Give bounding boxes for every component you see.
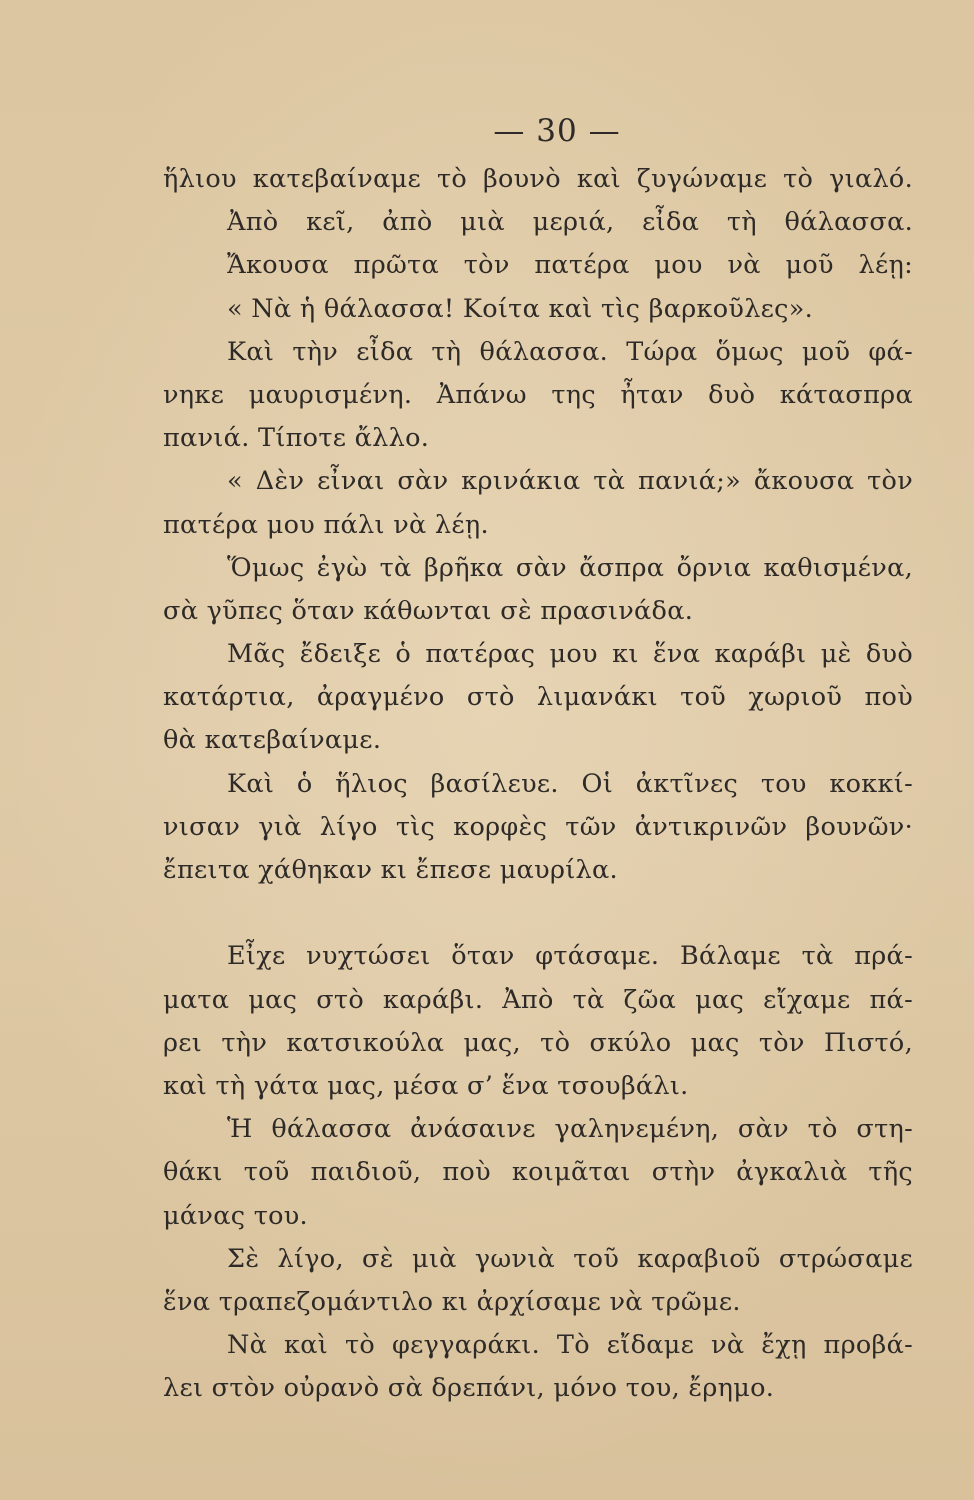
body-text [163,158,913,1410]
text-line: ἥλιου κατεβαίναμε τὸ βουνὸ καὶ ζυγώναμε τὸ γιαλό. [163,164,913,194]
text-line: Εἶχε νυχτώσει ὅταν φτάσαμε. Βάλαμε τὰ πρά- [227,941,913,972]
text-line: σὰ γῦπες ὅταν κάθωνται σὲ πρασινάδα. [163,595,694,626]
text-line: Καὶ ὁ ἥλιος βασίλευε. Οἱ ἀκτῖνες του κοκκί- [227,768,913,799]
text-line: κατάρτια, ἀραγμένο στὸ λιμανάκι τοῦ χωριοῦ ποὺ [163,682,913,713]
text-line: Ἀπὸ κεῖ, ἀπὸ μιὰ μεριά, εἶδα τὴ θάλασσα. [227,207,913,238]
text-line: « Νὰ ἡ θάλασσα! Κοίτα καὶ τὶς βαρκοῦλες». [227,293,814,324]
text-line: θὰ κατεβαίναμε. [163,725,382,756]
text-line: λει στὸν οὐρανὸ σὰ δρεπάνι, μόνο του, ἔρημο. [163,1373,775,1404]
page-number [90,113,974,149]
text-line: Σὲ λίγο, σὲ μιὰ γωνιὰ τοῦ καραβιοῦ στρώσαμε [227,1243,913,1274]
text-line: μάνας του. [163,1200,308,1231]
text-line: πατέρα μου πάλι νὰ λέῃ. [163,509,489,540]
text-line: νηκε μαυρισμένη. Ἀπάνω της ἦταν δυὸ κάτασπρα [163,379,913,410]
text-line: « Δὲν εἶναι σὰν κρινάκια τὰ πανιά;» ἄκουσα τὸν [227,466,913,497]
text-line: πανιά. Τίποτε ἄλλο. [163,423,430,454]
text-line: Ἡ θάλασσα ἀνάσαινε γαληνεμένη, σὰν τὸ στη- [227,1114,913,1145]
text-line: νισαν γιὰ λίγο τὶς κορφὲς τῶν ἀντικρινῶν βουνῶν· [163,811,913,842]
text-line: ματα μας στὸ καράβι. Ἀπὸ τὰ ζῶα μας εἴχαμε πά- [163,984,913,1015]
paragraph-spacer [163,892,913,935]
text-line: ἕνα τραπεζομάντιλο κι ἀρχίσαμε νὰ τρῶμε. [163,1286,741,1317]
text-line: θάκι τοῦ παιδιοῦ, ποὺ κοιμᾶται στὴν ἀγκαλιὰ τῆς [163,1157,913,1188]
text-line: Ἄκουσα πρῶτα τὸν πατέρα μου νὰ μοῦ λέῃ: [227,250,913,281]
text-line: ρει τὴν κατσικούλα μας, τὸ σκύλο μας τὸν Πιστό, [163,1027,913,1058]
text-line: καὶ τὴ γάτα μας, μέσα σ’ ἕνα τσουβάλι. [163,1070,689,1101]
text-line: Μᾶς ἔδειξε ὁ πατέρας μου κι ἕνα καράβι μὲ δυὸ [227,639,913,670]
text-line: Νὰ καὶ τὸ φεγγαράκι. Τὸ εἴδαμε νὰ ἔχῃ προβά- [227,1330,913,1361]
text-line: ἔπειτα χάθηκαν κι ἔπεσε μαυρίλα. [163,855,618,885]
text-line: Καὶ τὴν εἶδα τὴ θάλασσα. Τώρα ὅμως μοῦ φά- [227,336,913,367]
text-line: Ὅμως ἐγὼ τὰ βρῆκα σὰν ἄσπρα ὄρνια καθισμένα, [227,552,913,583]
page-number-text: — 30 — [493,113,621,149]
